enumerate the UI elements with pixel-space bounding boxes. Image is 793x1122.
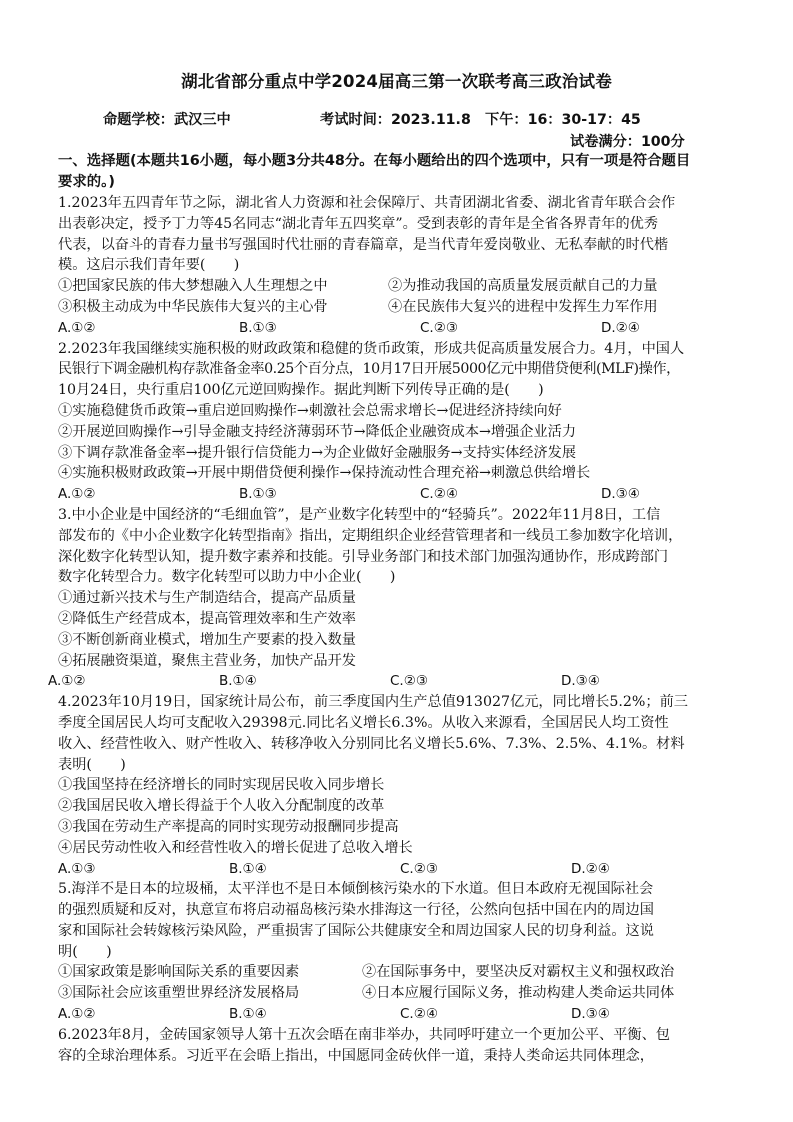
statement: ②在国际事务中，要坚决反对霸权主义和强权政治 [362, 964, 675, 981]
choice-b[interactable]: B.①③ [239, 486, 277, 503]
choice-d[interactable]: D.③④ [561, 673, 600, 690]
choice-c[interactable]: C.②③ [420, 319, 458, 336]
choice-a[interactable]: A.①② [58, 319, 96, 336]
choice-b[interactable]: B.①③ [239, 319, 277, 336]
statement: ④日本应履行国际义务，推动构建人类命运共同体 [362, 985, 675, 1002]
statement: ②开展逆回购操作→引导金融支持经济薄弱环节→降低企业融资成本→增强企业活力 [58, 423, 577, 440]
choice-row [56, 1004, 782, 1025]
question-1 [56, 193, 782, 339]
choice-row [48, 671, 782, 692]
question-stem-line: 季度全国居民人均可支配收入29398元.同比名义增长6.3%。从收入来源看，全国居民人均工资性 [58, 714, 669, 731]
statement: ②我国居民收入增长得益于个人收入分配制度的改革 [58, 798, 385, 815]
section-heading: 要求的。) [58, 174, 115, 190]
statement: ①把国家民族的伟大梦想融入人生理想之中 [58, 278, 328, 295]
statement: ④拓展融资渠道，聚焦主营业务，加快产品开发 [58, 652, 356, 669]
question-stem-line: 模。这启示我们青年要( ) [58, 257, 240, 274]
statement: ③不断创新商业模式，增加生产要素的投入数量 [58, 631, 356, 648]
choice-a[interactable]: A.①② [48, 673, 86, 690]
choice-c[interactable]: C.②④ [400, 1006, 438, 1023]
question-stem-line: 的强烈质疑和反对，执意宣布将启动福岛核污染水排海这一行径，公然向包括中国在内的周边国 [58, 902, 654, 919]
choice-b[interactable]: B.①④ [229, 860, 267, 877]
choice-row [56, 484, 782, 505]
choice-a[interactable]: A.①② [58, 486, 96, 503]
question-5 [56, 879, 782, 1025]
statement: ①通过新兴技术与生产制造结合，提高产品质量 [58, 590, 356, 607]
question-stem-line: 民银行下调金融机构存款准备金率0.25个百分点，10月17日开展5000亿元中期借贷便利(MLF)操作， [58, 361, 680, 378]
statement: ③积极主动成为中华民族伟大复兴的主心骨 [58, 298, 328, 315]
statement-row [56, 297, 782, 318]
exam-title: 湖北省部分重点中学2024届高三第一次联考高三政治试卷 [181, 72, 612, 91]
choice-row [56, 859, 782, 880]
question-stem-line: 10月24日，央行重启100亿元逆回购操作。据此判断下列传导正确的是( ) [58, 382, 544, 399]
choice-d[interactable]: D.③④ [601, 486, 640, 503]
question-3 [48, 505, 782, 692]
question-stem-line: 表明( ) [58, 756, 126, 773]
question-stem-line: 明( ) [58, 943, 112, 960]
statement: ④居民劳动性收入和经营性收入的增长促进了总收入增长 [58, 839, 413, 856]
choice-c[interactable]: C.②④ [420, 486, 458, 503]
question-stem-line: 家和国际社会转嫁核污染风险，严重损害了国际公共健康安全和周边国家人民的切身利益。这说 [58, 922, 654, 939]
exam-full-score: 试卷满分：100分 [570, 134, 685, 150]
question-stem-line: 出表彰决定，授予丁力等45名同志“湖北青年五四奖章”。受到表彰的青年是全省各界青年的优秀 [58, 215, 659, 232]
exam-time: 考试时间：2023.11.8 下午：16：30-17：45 [320, 112, 641, 128]
choice-row [56, 318, 782, 339]
choice-b[interactable]: B.①④ [229, 1006, 267, 1023]
choice-d[interactable]: D.②④ [571, 860, 610, 877]
statement-row [56, 962, 782, 983]
statement: ①国家政策是影响国际关系的重要因素 [58, 964, 300, 981]
statement: ③国际社会应该重塑世界经济发展格局 [58, 985, 300, 1002]
statement: ③我国在劳动生产率提高的同时实现劳动报酬同步提高 [58, 818, 399, 835]
statement: ③下调存款准备金率→提升银行信贷能力→为企业做好金融服务→支持实体经济发展 [58, 444, 577, 461]
statement-row [56, 276, 782, 297]
question-2 [56, 339, 782, 505]
question-stem-line: 2.2023年我国继续实施积极的财政政策和稳健的货币政策，形成共促高质量发展合力。4月，中国人 [58, 340, 685, 357]
question-stem-line: 4.2023年10月19日，国家统计局公布，前三季度国内生产总值913027亿元，同比增长5.2%；前三 [58, 694, 688, 711]
section-heading: 一、选择题(本题共16小题，每小题3分共48分。在每小题给出的四个选项中，只有一项是符合题目 [58, 153, 691, 169]
statement: ④实施积极财政政策→开展中期借贷便利操作→保持流动性合理充裕→刺激总供给增长 [58, 465, 591, 482]
exam-content [48, 151, 782, 1066]
question-stem-line: 部发布的《中小企业数字化转型指南》指出，定期组织企业经营管理者和一线员工参加数字化培训， [58, 527, 683, 544]
question-4 [56, 692, 782, 879]
question-stem-line: 收入、经营性收入、财产性收入、转移净收入分别同比名义增长5.6%、7.3%、2.5%、4.1%。材料 [58, 735, 685, 752]
choice-d[interactable]: D.②④ [601, 319, 640, 336]
choice-b[interactable]: B.①④ [219, 673, 257, 690]
question-stem-line: 5.海洋不是日本的垃圾桶，太平洋也不是日本倾倒核污染水的下水道。但日本政府无视国际社会 [58, 881, 654, 898]
choice-c[interactable]: C.②③ [390, 673, 428, 690]
question-stem-line: 数字化转型合力。数字化转型可以助力中小企业( ) [58, 569, 396, 586]
question-stem-line: 代表，以奋斗的青春力量书写强国时代壮丽的青春篇章，是当代青年爱岗敬业、无私奉献的时代楷 [58, 236, 669, 253]
statement: ②降低生产经营成本，提高管理效率和生产效率 [58, 610, 356, 627]
statement: ①实施稳健货币政策→重启逆回购操作→刺激社会总需求增长→促进经济持续向好 [58, 402, 562, 419]
question-6 [56, 1025, 782, 1067]
question-stem-line: 6.2023年8月，金砖国家领导人第十五次会晤在南非举办，共同呼吁建立一个更加公平、平衡、包 [58, 1026, 670, 1043]
question-stem-line: 深化数字化转型认知，提升数字素养和技能。引导业务部门和技术部门加强沟通协作，形成跨部门 [58, 548, 669, 565]
statement-row [56, 983, 782, 1004]
question-stem-line: 3.中小企业是中国经济的“毛细血管”，是产业数字化转型中的“轻骑兵”。2022年11月8日，工信 [58, 506, 661, 523]
exam-school: 命题学校：武汉三中 [103, 112, 231, 128]
statement: ②为推动我国的高质量发展贡献自己的力量 [388, 278, 658, 295]
choice-d[interactable]: D.③④ [571, 1006, 610, 1023]
question-stem-line: 容的全球治理体系。习近平在会晤上指出，中国愿同金砖伙伴一道，秉持人类命运共同体理念， [58, 1047, 654, 1064]
choice-a[interactable]: A.①③ [58, 860, 96, 877]
choice-a[interactable]: A.①② [58, 1006, 96, 1023]
statement: ①我国坚持在经济增长的同时实现居民收入同步增长 [58, 777, 385, 794]
question-stem-line: 1.2023年五四青年节之际，湖北省人力资源和社会保障厅、共青团湖北省委、湖北省青年联合会作 [58, 195, 676, 211]
statement: ④在民族伟大复兴的进程中发挥生力军作用 [388, 298, 658, 315]
choice-c[interactable]: C.②③ [400, 860, 438, 877]
